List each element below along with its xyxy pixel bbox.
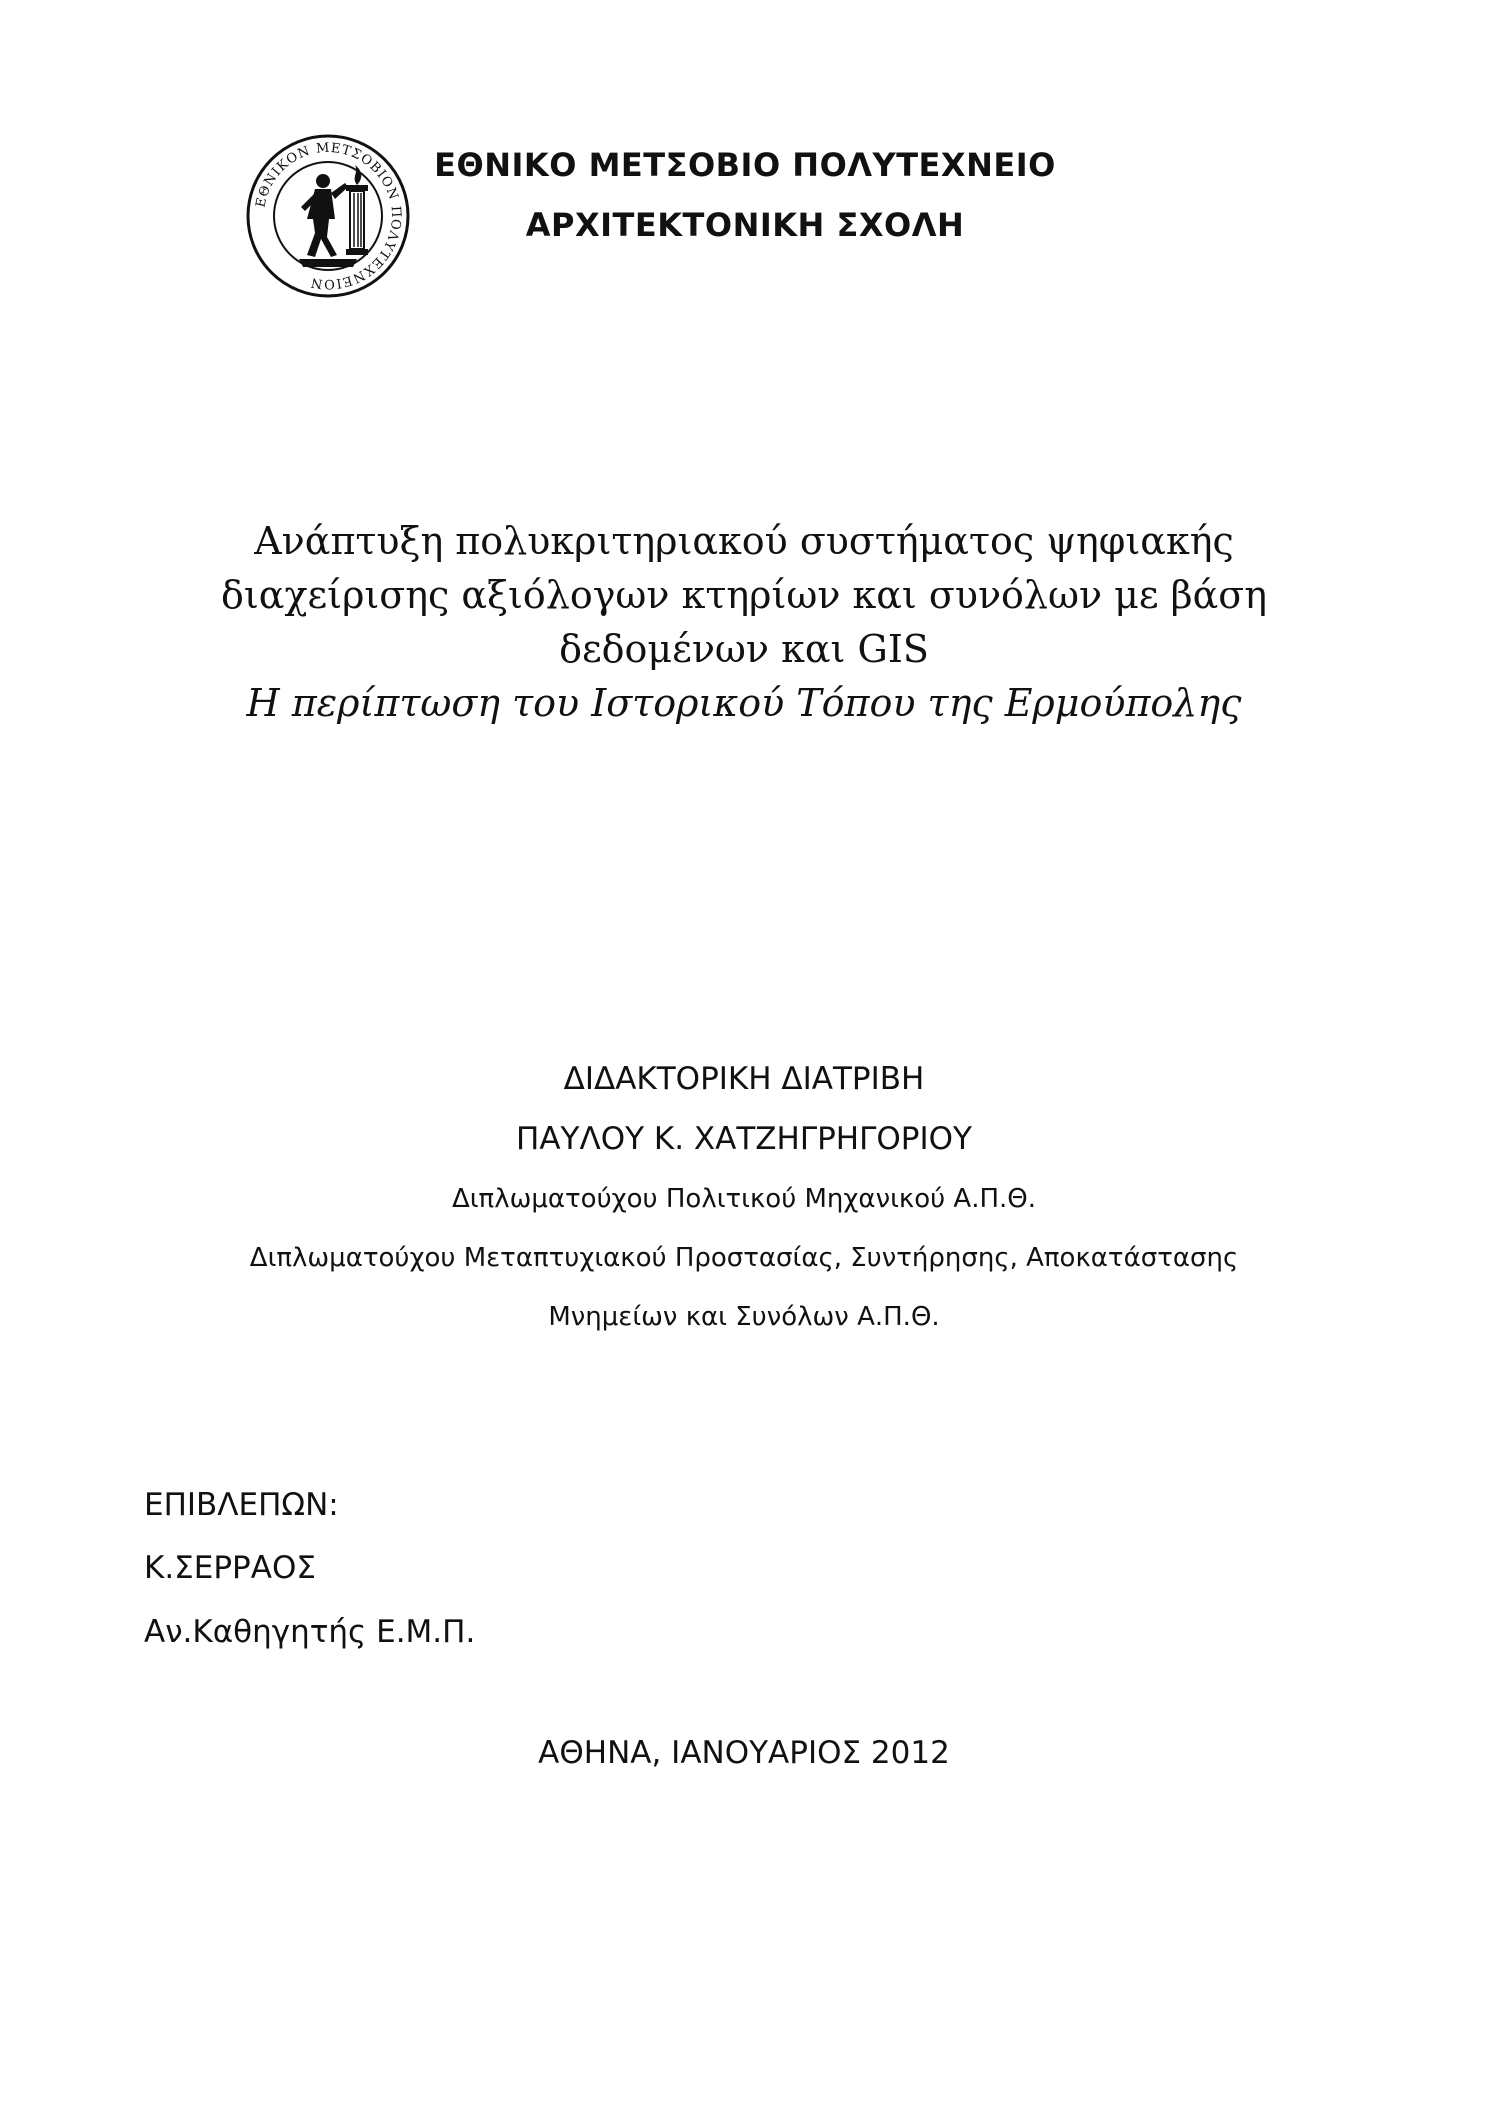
place-date: ΑΘΗΝΑ, ΙΑΝΟΥΑΡΙΟΣ 2012	[538, 1735, 950, 1771]
author-degree-3: Μνημείων και Συνόλων Α.Π.Θ.	[548, 1302, 940, 1332]
thesis-type: ΔΙΔΑΚΤΟΡΙΚΗ ΔΙΑΤΡΙΒΗ	[563, 1061, 925, 1097]
author-name: ΠΑΥΛΟΥ Κ. ΧΑΤΖΗΓΡΗΓΟΡΙΟΥ	[516, 1121, 972, 1157]
svg-text:ΕΘΝΙΚΟΝ ΜΕΤΣΟΒΙΟΝ ΠΟΛΥΤΕΧΝΕΙΟΝ: ΕΘΝΙΚΟΝ ΜΕΤΣΟΒΙΟΝ ΠΟΛΥΤΕΧΝΕΙΟΝ	[253, 140, 404, 292]
institution-name: ΕΘΝΙΚΟ ΜΕΤΣΟΒΙΟ ΠΟΛΥΤΕΧΝΕΙΟ	[434, 146, 1056, 184]
supervisor-name: Κ.ΣΕΡΡΑΟΣ	[144, 1550, 316, 1586]
title-subtitle: Η περίπτωση του Ιστορικού Τόπου της Ερμούπολης	[246, 681, 1242, 725]
title-line-1: Ανάπτυξη πολυκριτηριακού συστήματος ψηφιακής	[254, 519, 1234, 563]
title-line-3: δεδομένων και GIS	[559, 627, 929, 671]
author-degree-2: Διπλωματούχου Μεταπτυχιακού Προστασίας, Συντήρησης, Αποκατάστασης	[249, 1243, 1239, 1273]
author-degree-1: Διπλωματούχου Πολιτικού Μηχανικού Α.Π.Θ.	[451, 1184, 1037, 1214]
supervisor-label: ΕΠΙΒΛΕΠΩΝ:	[144, 1487, 339, 1523]
supervisor-title: Αν.Καθηγητής Ε.Μ.Π.	[144, 1614, 476, 1650]
title-line-2: διαχείρισης αξιόλογων κτηρίων και συνόλων με βάση	[221, 573, 1267, 617]
school-name: ΑΡΧΙΤΕΚΤΟΝΙΚΗ ΣΧΟΛΗ	[525, 206, 965, 244]
